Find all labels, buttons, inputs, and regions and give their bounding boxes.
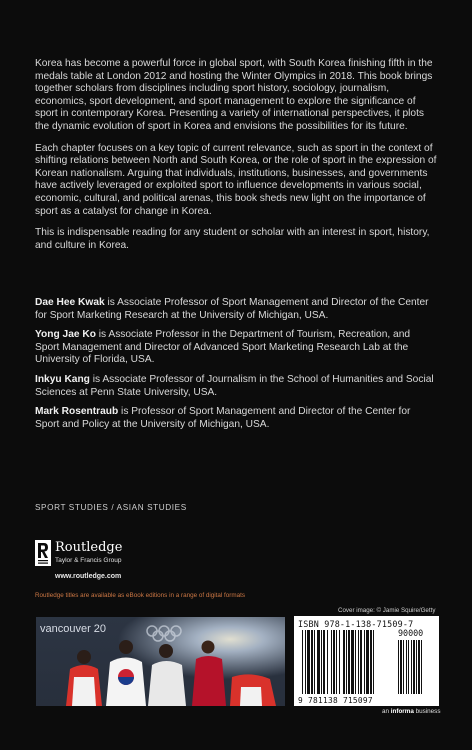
addon-bar (406, 640, 407, 694)
barcode-bar (360, 630, 362, 694)
barcode-bar (333, 630, 335, 694)
olympic-ceremony-photo (36, 617, 285, 706)
author-bio-text: is Associate Professor of Journalism in the School of Humanities and Social Sciences at Penn State University, USA. (35, 373, 434, 398)
addon-bar (418, 640, 420, 694)
author-name: Dae Hee Kwak (35, 297, 105, 308)
barcode-bar (331, 630, 332, 694)
barcode-bar (336, 630, 337, 694)
blurb-paragraph: Korea has become a powerful force in global sport, with South Korea finishing fifth in the medals table at London 2012 and hosting the Winter Olympics in 2018. This book brings together scholars from disciplines including sport history, sociology, journalism, economics, sport development, and sport management to explore the significance of sport in contemporary Korea. Presenting a variety of international perspectives, it plots the dynamic evolution of sport in Korea and envisions the possibilities for its future. (35, 58, 433, 132)
author-bio (35, 297, 437, 322)
barcode-bar (366, 630, 369, 694)
barcode-bar (351, 630, 354, 694)
barcode-number: 9 781138 715097 (298, 696, 373, 705)
addon-bar (413, 640, 415, 694)
barcode-bar (305, 630, 306, 694)
cover-image-credit: Cover image: © Jamie Squire/Getty (338, 607, 436, 614)
publisher-logo (35, 540, 235, 580)
author-bio-text: is Professor of Sport Management and Director of the Center for Sport and Policy at the University of Michigan, USA. (35, 406, 411, 430)
barcode-bar (348, 630, 350, 694)
barcode-bar (358, 630, 359, 694)
isbn-barcode (294, 616, 439, 706)
addon-bar (421, 640, 422, 694)
author-name: Yong Jae Ko (35, 329, 96, 341)
publisher-url: www.routledge.com (55, 573, 122, 580)
barcode-bar (343, 630, 345, 694)
author-name: Mark Rosentraub (35, 406, 119, 418)
author-bio-text: is Associate Professor of Sport Management and Director of the Center for Sport Marketing Research at the University of Michigan, USA. (35, 297, 429, 321)
addon-bar (416, 640, 417, 694)
routledge-logo-icon (35, 540, 51, 566)
informa-brand: informa (390, 708, 414, 715)
addon-bar (400, 640, 402, 694)
author-bio (35, 329, 437, 367)
barcode-bar (321, 630, 322, 694)
subject-category: SPORT STUDIES / ASIAN STUDIES (35, 503, 187, 512)
addon-bar (411, 640, 412, 694)
price-addon-number: 90000 (398, 628, 424, 638)
barcode-bar (307, 630, 310, 694)
barcode-bar (370, 630, 372, 694)
ebook-note: Routledge titles are available as eBook editions in a range of digital formats (35, 592, 246, 599)
barcode-bar (364, 630, 365, 694)
barcode-bar (346, 630, 347, 694)
barcode-bar (302, 630, 303, 694)
addon-bar (398, 640, 399, 694)
barcode-bar (311, 630, 313, 694)
author-name: Inkyu Kang (35, 373, 90, 385)
addon-bar (408, 640, 409, 694)
informa-suffix: business (413, 708, 441, 715)
barcode-bar (323, 630, 325, 694)
barcode-bar (317, 630, 320, 694)
publisher-name: Routledge (55, 540, 123, 555)
barcode-bar (327, 630, 328, 694)
barcode-bar (314, 630, 315, 694)
author-bios (35, 297, 437, 438)
informa-tagline (382, 708, 440, 715)
blurb-paragraph: Each chapter focuses on a key topic of current relevance, such as sport in the context of shifting relations between North and South Korea, or the role of sport in the expression of Korean nationalism. Arguing that individuals, institutions, businesses, and governments have actively leveraged or exploited sport to influence developments in various social, economic, cultural, and political arenas, this book sheds new light on the importance of sport as a catalyst for change in Korea. (35, 142, 437, 217)
barcode-bar (373, 630, 374, 694)
barcode-bar (355, 630, 356, 694)
venue-sign: vancouver 20 (40, 623, 107, 635)
isbn-label: ISBN 978-1-138-71509-7 (298, 619, 414, 629)
barcode-bars (294, 616, 439, 706)
publisher-subline: Taylor & Francis Group (55, 557, 122, 564)
addon-bar (403, 640, 404, 694)
barcode-bar (339, 630, 340, 694)
author-bio-text: is Associate Professor in the Department of Tourism, Recreation, and Sport Management and Director of Advanced Sport Marketing Research Lab at the University of Florida, USA. (35, 329, 411, 366)
blurb (35, 58, 437, 261)
blurb-paragraph: This is indispensable reading for any student or scholar with an interest in sport, history, and culture in Korea. (35, 227, 430, 251)
cover-photo (36, 617, 285, 706)
author-bio (35, 406, 437, 431)
author-bio (35, 374, 437, 399)
informa-prefix: an (382, 708, 391, 715)
